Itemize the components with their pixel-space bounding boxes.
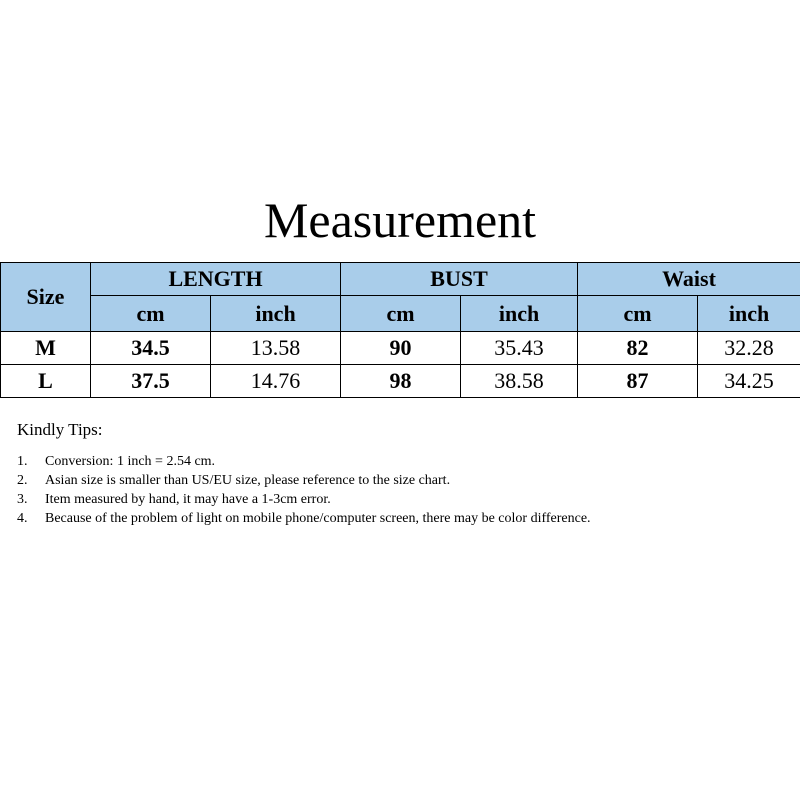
list-item-text: Item measured by hand, it may have a 1-3cm error.	[45, 492, 331, 507]
list-item-number: 4.	[17, 511, 28, 526]
waist-inch-cell: 34.25	[698, 365, 800, 398]
bust-inch-cell: 35.43	[461, 332, 578, 365]
list-item	[17, 452, 705, 471]
list-item-number: 3.	[17, 492, 28, 507]
tips-title: Kindly Tips:	[17, 420, 103, 439]
unit-header: cm	[341, 296, 461, 332]
length-inch-cell: 13.58	[211, 332, 341, 365]
unit-header: inch	[461, 296, 578, 332]
list-item	[17, 490, 705, 509]
bust-inch-cell: 38.58	[461, 365, 578, 398]
length-cm-cell: 34.5	[91, 332, 211, 365]
group-header-bust: BUST	[341, 263, 578, 296]
list-item-text: Because of the problem of light on mobile phone/computer screen, there may be color difference.	[45, 511, 591, 526]
list-item-number: 2.	[17, 473, 28, 488]
size-header: Size	[1, 263, 91, 332]
list-item-text: Conversion: 1 inch = 2.54 cm.	[45, 454, 216, 469]
page-title: Measurement	[263, 192, 537, 248]
group-header-length: LENGTH	[91, 263, 341, 296]
size-cell: M	[1, 332, 91, 365]
group-header-waist: Waist	[578, 263, 800, 296]
bust-cm-cell: 90	[341, 332, 461, 365]
table-row	[1, 332, 800, 365]
waist-inch-cell: 32.28	[698, 332, 800, 365]
size-chart-table	[0, 262, 800, 398]
list-item-number: 1.	[17, 454, 28, 469]
list-item	[17, 471, 705, 490]
unit-header: cm	[91, 296, 211, 332]
size-cell: L	[1, 365, 91, 398]
length-inch-cell: 14.76	[211, 365, 341, 398]
table-row	[1, 365, 800, 398]
waist-cm-cell: 82	[578, 332, 698, 365]
length-cm-cell: 37.5	[91, 365, 211, 398]
list-item	[17, 509, 705, 528]
unit-header: inch	[211, 296, 341, 332]
list-item-text: Asian size is smaller than US/EU size, please reference to the size chart.	[45, 473, 451, 488]
unit-header: cm	[578, 296, 698, 332]
tips-list	[17, 452, 787, 528]
bust-cm-cell: 98	[341, 365, 461, 398]
waist-cm-cell: 87	[578, 365, 698, 398]
kindly-tips	[17, 420, 787, 528]
unit-header: inch	[698, 296, 800, 332]
